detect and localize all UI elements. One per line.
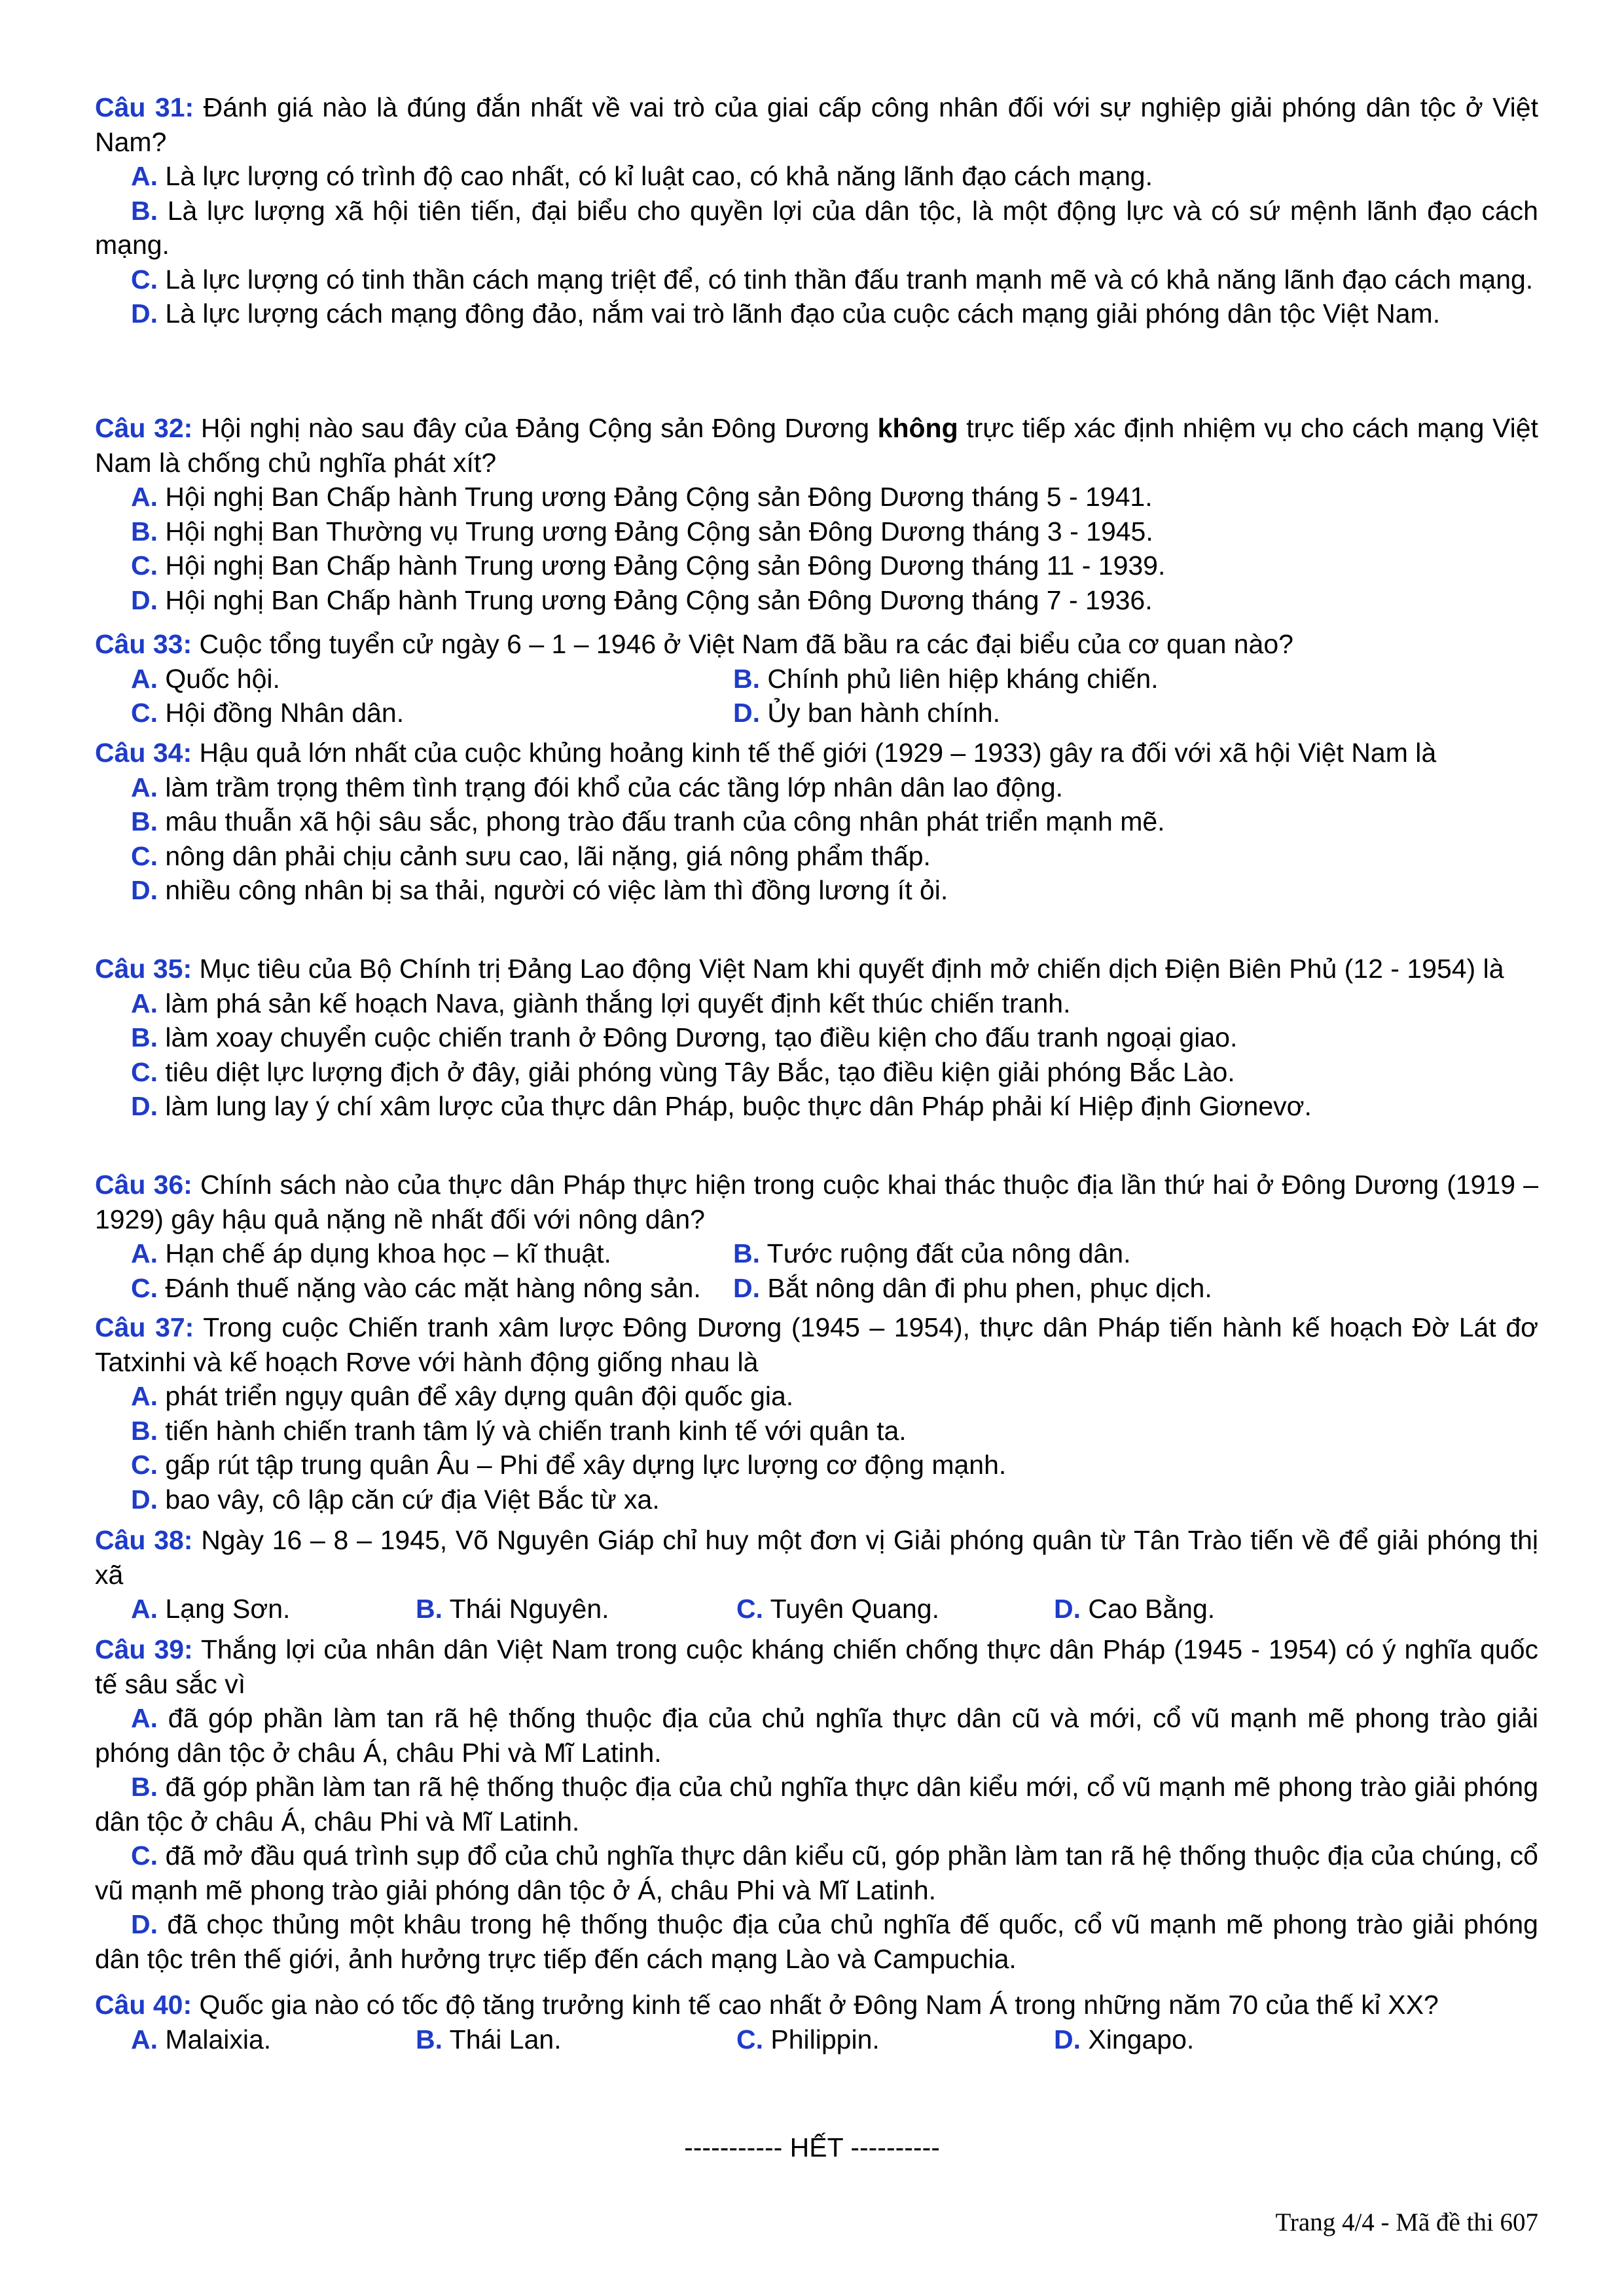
option-label: D. [131, 1484, 158, 1515]
question-text-continued: trực tiếp xác định nhiệm vụ cho cách mạng Việt Nam là chống chủ nghĩa phát xít? [95, 413, 1538, 478]
options-row [95, 1592, 1538, 1626]
option-label: B. [733, 1238, 760, 1268]
option-label: D. [131, 1909, 158, 1939]
option-label: A. [131, 663, 158, 694]
question-number: Câu 36: [95, 1170, 192, 1200]
question-text: Cuộc tổng tuyển cử ngày 6 – 1 – 1946 ở Việt Nam đã bầu ra các đại biểu của cơ quan nào? [199, 629, 1293, 659]
option-d [733, 696, 1388, 730]
option-text: Thái Nguyên. [449, 1594, 609, 1624]
option-text: Lạng Sơn. [165, 1594, 291, 1624]
question-number: Câu 33: [95, 629, 192, 659]
question-stem [95, 1168, 1538, 1236]
option-b [95, 514, 1538, 549]
question-text: Thắng lợi của nhân dân Việt Nam trong cuộc kháng chiến chống thực dân Pháp (1945 - 1954) có ý nghĩa quốc tế sâu sắc vì [95, 1634, 1538, 1699]
option-a [95, 1701, 1538, 1770]
question-number: Câu 40: [95, 1990, 192, 2020]
question-number: Câu 38: [95, 1525, 193, 1555]
option-label: B. [416, 1594, 442, 1624]
option-text: làm xoay chuyển cuộc chiến tranh ở Đông Dương, tạo điều kiện cho đấu tranh ngoại giao. [165, 1022, 1238, 1052]
question-stem [95, 1632, 1538, 1701]
option-label: B. [131, 1772, 158, 1802]
option-a [95, 1592, 416, 1626]
option-b [95, 1770, 1538, 1839]
question-text: Hội nghị nào sau đây của Đảng Cộng sản Đông Dương [200, 413, 870, 443]
option-b [416, 2022, 736, 2057]
option-text: Hội nghị Ban Chấp hành Trung ương Đảng Cộng sản Đông Dương tháng 11 - 1939. [165, 550, 1166, 581]
question-text: Đánh giá nào là đúng đắn nhất về vai trò của giai cấp công nhân đối với sự nghiệp giải phóng dân tộc ở Việt Nam? [95, 92, 1538, 157]
option-text: Thái Lan. [449, 2024, 562, 2054]
option-a [95, 770, 1538, 805]
question-number: Câu 35: [95, 954, 192, 984]
option-label: C. [131, 698, 158, 728]
question-stem [95, 1310, 1538, 1379]
option-c [736, 2022, 1054, 2057]
option-text: đã góp phần làm tan rã hệ thống thuộc địa của chủ nghĩa thực dân kiểu mới, cổ vũ mạnh mẽ phong trào giải phóng dân tộc ở châu Á, châu Phi và Mĩ Latinh. [95, 1772, 1538, 1837]
option-label: B. [131, 1415, 158, 1446]
question-text: Trong cuộc Chiến tranh xâm lược Đông Dương (1945 – 1954), thực dân Pháp tiến hành kế hoạch Đờ Lát đơ Tatxinhi và kế hoạch Rơve với hành động giống nhau là [95, 1312, 1539, 1377]
option-d [1054, 2022, 1381, 2057]
option-label: A. [131, 1238, 158, 1268]
option-text: Ủy ban hành chính. [767, 698, 1000, 728]
option-text: Hạn chế áp dụng khoa học – kĩ thuật. [165, 1238, 611, 1268]
option-label: C. [131, 1272, 158, 1303]
option-label: A. [131, 988, 158, 1018]
option-d [1054, 1592, 1381, 1626]
end-marker: ----------- HẾT ---------- [684, 2132, 940, 2162]
option-text: Quốc hội. [165, 663, 280, 694]
option-label: A. [131, 1381, 158, 1411]
option-a [95, 986, 1538, 1021]
question-stem [95, 952, 1538, 986]
option-text: Cao Bằng. [1088, 1594, 1216, 1624]
question-37 [95, 1310, 1538, 1516]
question-33 [95, 627, 1538, 730]
option-label: D. [131, 1091, 158, 1121]
option-text: Là lực lượng có trình độ cao nhất, có kỉ luật cao, có khả năng lãnh đạo cách mạng. [165, 161, 1153, 191]
option-label: B. [131, 806, 158, 836]
option-label: D. [131, 584, 158, 615]
question-number: Câu 34: [95, 738, 192, 768]
question-stem [95, 1988, 1538, 2022]
option-text: Hội nghị Ban Thường vụ Trung ương Đảng Cộng sản Đông Dương tháng 3 - 1945. [165, 516, 1153, 547]
question-38 [95, 1523, 1538, 1626]
option-c [95, 696, 733, 730]
option-text: Hội nghị Ban Chấp hành Trung ương Đảng Cộng sản Đông Dương tháng 5 - 1941. [165, 482, 1153, 512]
page-footer: Trang 4/4 - Mã đề thi 607 [1275, 2208, 1538, 2236]
question-number: Câu 32: [95, 413, 193, 443]
option-label: B. [131, 516, 158, 547]
option-label: A. [131, 161, 158, 191]
option-text: Là lực lượng có tinh thần cách mạng triệt để, có tinh thần đấu tranh mạnh mẽ và có khả năng lãnh đạo cách mạng. [165, 264, 1534, 295]
options-row [95, 1236, 1538, 1271]
option-text: Hội nghị Ban Chấp hành Trung ương Đảng Cộng sản Đông Dương tháng 7 - 1936. [165, 584, 1153, 615]
option-text: tiêu diệt lực lượng địch ở đây, giải phóng vùng Tây Bắc, tạo điều kiện giải phóng Bắc Lào. [165, 1056, 1235, 1087]
option-label: C. [131, 1840, 158, 1871]
question-31 [95, 90, 1538, 331]
option-d [95, 1482, 1538, 1517]
option-a [95, 2022, 416, 2057]
option-b [95, 804, 1538, 839]
option-label: B. [416, 2024, 442, 2054]
option-text: Tước ruộng đất của nông dân. [767, 1238, 1131, 1268]
option-label: A. [131, 1703, 158, 1733]
option-label: D. [733, 1272, 760, 1303]
option-text: Bắt nông dân đi phu phen, phục dịch. [767, 1272, 1212, 1303]
options-row [95, 696, 1538, 730]
question-40 [95, 1988, 1538, 2056]
options-row [95, 662, 1538, 696]
option-text: Philippin. [770, 2024, 880, 2054]
option-c [95, 548, 1538, 583]
option-text: phát triển ngụy quân để xây dựng quân đội quốc gia. [165, 1381, 794, 1411]
option-a [95, 1236, 733, 1271]
question-number: Câu 31: [95, 92, 194, 122]
option-label: C. [736, 1594, 763, 1624]
option-label: B. [733, 663, 760, 694]
option-c [95, 1271, 733, 1306]
option-label: C. [131, 1450, 158, 1480]
option-d [95, 873, 1538, 908]
question-number: Câu 39: [95, 1634, 193, 1664]
option-a [95, 159, 1538, 194]
option-text: nhiều công nhân bị sa thải, người có việc làm thì đồng lương ít ỏi. [165, 875, 948, 905]
question-39 [95, 1632, 1538, 1976]
option-b [95, 1414, 1538, 1448]
option-label: C. [131, 264, 158, 295]
question-32 [95, 411, 1538, 617]
question-text: Ngày 16 – 8 – 1945, Võ Nguyên Giáp chỉ huy một đơn vị Giải phóng quân từ Tân Trào tiến về để giải phóng thị xã [95, 1525, 1538, 1590]
option-label: D. [733, 698, 760, 728]
option-d [95, 583, 1538, 618]
question-stem [95, 736, 1538, 770]
option-c [95, 839, 1538, 874]
option-label: C. [736, 2024, 763, 2054]
option-label: D. [1054, 1594, 1081, 1624]
option-text: bao vây, cô lập căn cứ địa Việt Bắc từ xa. [165, 1484, 660, 1515]
option-b [95, 194, 1538, 262]
option-text: đã góp phần làm tan rã hệ thống thuộc địa của chủ nghĩa thực dân cũ và mới, cổ vũ mạnh mẽ phong trào giải phóng dân tộc ở châu Á, châu Phi và Mĩ Latinh. [95, 1703, 1538, 1768]
option-text: làm phá sản kế hoạch Nava, giành thắng lợi quyết định kết thúc chiến tranh. [165, 988, 1071, 1018]
option-d [95, 1089, 1538, 1124]
question-stem [95, 1523, 1538, 1592]
option-label: A. [131, 1594, 158, 1624]
option-label: A. [131, 772, 158, 802]
question-34 [95, 736, 1538, 908]
option-b [733, 662, 1388, 696]
option-d [733, 1271, 1388, 1306]
option-c [95, 262, 1538, 297]
option-a [95, 662, 733, 696]
option-text: Đánh thuế nặng vào các mặt hàng nông sản. [165, 1272, 701, 1303]
option-label: C. [131, 1056, 158, 1087]
option-text: tiến hành chiến tranh tâm lý và chiến tranh kinh tế với quân ta. [165, 1415, 907, 1446]
question-stem [95, 627, 1538, 662]
option-c [736, 1592, 1054, 1626]
option-b [733, 1236, 1388, 1271]
option-text: Chính phủ liên hiệp kháng chiến. [767, 663, 1159, 694]
option-text: Malaixia. [165, 2024, 272, 2054]
option-text: mâu thuẫn xã hội sâu sắc, phong trào đấu tranh của công nhân phát triển mạnh mẽ. [165, 806, 1165, 836]
question-text: Chính sách nào của thực dân Pháp thực hiện trong cuộc khai thác thuộc địa lần thứ hai ở Đông Dương (1919 – 1929) gây hậu quả nặng nề nhất đối với nông dân? [95, 1170, 1538, 1234]
option-text: gấp rút tập trung quân Âu – Phi để xây dựng lực lượng cơ động mạnh. [165, 1450, 1007, 1480]
option-d [95, 296, 1538, 331]
question-text: Hậu quả lớn nhất của cuộc khủng hoảng kinh tế thế giới (1929 – 1933) gây ra đối với xã hội Việt Nam là [199, 738, 1437, 768]
options-row [95, 2022, 1538, 2057]
option-label: B. [131, 195, 158, 226]
question-number: Câu 37: [95, 1312, 194, 1342]
question-text: Quốc gia nào có tốc độ tăng trưởng kinh tế cao nhất ở Đông Nam Á trong những năm 70 của thế kỉ XX? [199, 1990, 1439, 2020]
option-label: B. [131, 1022, 158, 1052]
option-text: Tuyên Quang. [770, 1594, 939, 1624]
option-c [95, 1448, 1538, 1482]
options-row [95, 1271, 1538, 1306]
option-text: nông dân phải chịu cảnh sưu cao, lãi nặng, giá nông phẩm thấp. [165, 840, 931, 871]
question-emphasis: không [877, 413, 958, 443]
option-text: Hội đồng Nhân dân. [165, 698, 405, 728]
option-label: D. [1054, 2024, 1081, 2054]
option-b [95, 1020, 1538, 1055]
option-text: đã chọc thủng một khâu trong hệ thống thuộc địa của chủ nghĩa đế quốc, cổ vũ mạnh mẽ phong trào giải phóng dân tộc trên thế giới, ảnh hưởng trực tiếp đến cách mạng Lào và Campuchia. [95, 1909, 1538, 1974]
option-text: Xingapo. [1088, 2024, 1195, 2054]
option-label: D. [131, 875, 158, 905]
option-text: Là lực lượng xã hội tiên tiến, đại biểu cho quyền lợi của dân tộc, là một động lực và có sứ mệnh lãnh đạo cách mạng. [95, 195, 1538, 260]
option-label: A. [131, 482, 158, 512]
option-text: Là lực lượng cách mạng đông đảo, nắm vai trò lãnh đạo của cuộc cách mạng giải phóng dân tộc Việt Nam. [165, 298, 1441, 329]
question-text: Mục tiêu của Bộ Chính trị Đảng Lao động Việt Nam khi quyết định mở chiến dịch Điện Biên Phủ (12 - 1954) là [199, 954, 1504, 984]
option-a [95, 1379, 1538, 1414]
option-c [95, 1055, 1538, 1090]
option-label: D. [131, 298, 158, 329]
question-36 [95, 1168, 1538, 1305]
option-c [95, 1839, 1538, 1907]
option-b [416, 1592, 736, 1626]
question-35 [95, 952, 1538, 1124]
option-d [95, 1907, 1538, 1976]
question-stem [95, 90, 1538, 159]
question-stem [95, 411, 1538, 480]
option-text: đã mở đầu quá trình sụp đổ của chủ nghĩa thực dân kiểu cũ, góp phần làm tan rã hệ thống thuộc địa của chúng, cổ vũ mạnh mẽ phong trào giải phóng dân tộc ở Á, châu Phi và Mĩ Latinh. [95, 1840, 1538, 1905]
option-text: làm trầm trọng thêm tình trạng đói khổ của các tầng lớp nhân dân lao động. [165, 772, 1064, 802]
option-label: A. [131, 2024, 158, 2054]
option-a [95, 480, 1538, 514]
option-label: C. [131, 840, 158, 871]
option-label: C. [131, 550, 158, 581]
option-text: làm lung lay ý chí xâm lược của thực dân Pháp, buộc thực dân Pháp phải kí Hiệp định Giơnevơ. [165, 1091, 1312, 1121]
